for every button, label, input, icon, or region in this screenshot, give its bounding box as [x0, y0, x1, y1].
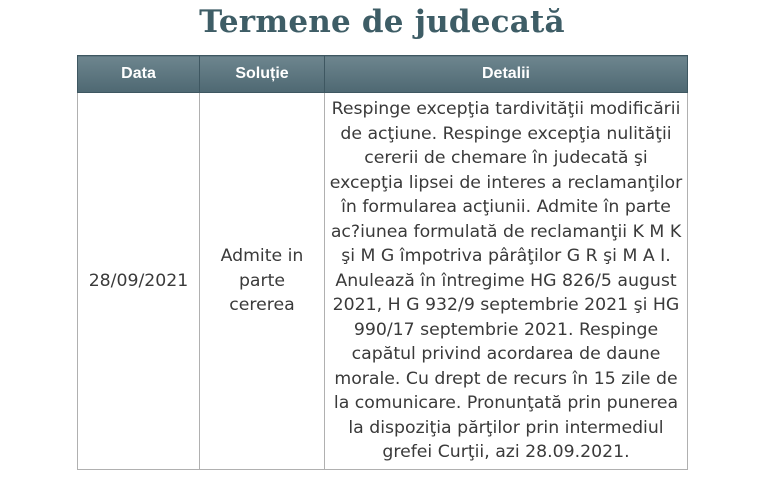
hearings-table	[77, 55, 688, 470]
hearings-table-wrapper	[77, 55, 687, 480]
cell-date: 28/09/2021	[78, 93, 200, 470]
column-header-date[interactable]: Data	[78, 56, 200, 93]
table-row	[78, 93, 688, 470]
column-header-solution[interactable]: Soluție	[200, 56, 325, 93]
page-title: Termene de judecată	[199, 4, 565, 40]
column-header-details[interactable]: Detalii	[325, 56, 688, 93]
table-header-row	[78, 56, 688, 93]
cell-solution: Admite in parte cererea	[200, 93, 325, 470]
cell-details: Respinge excepţia tardivităţii modificării de acţiune. Respinge excepţia nulităţii cererii de chemare în judecată şi excepţia lipsei de interes a reclamanţilor în formularea acţiunii. Admite în parte ac?iunea formulată de reclamanţii K M K şi M G împotriva pârâţilor G R şi M A I. Anulează în întregime HG 826/5 august 2021, H G 932/9 septembrie 2021 şi HG 990/17 septembrie 2021. Respinge capătul privind acordarea de daune morale. Cu drept de recurs în 15 zile de la comunicare. Pronunţată prin punerea la dispoziţia părţilor prin intermediul grefei Curţii, azi 28.09.2021.	[325, 93, 688, 470]
